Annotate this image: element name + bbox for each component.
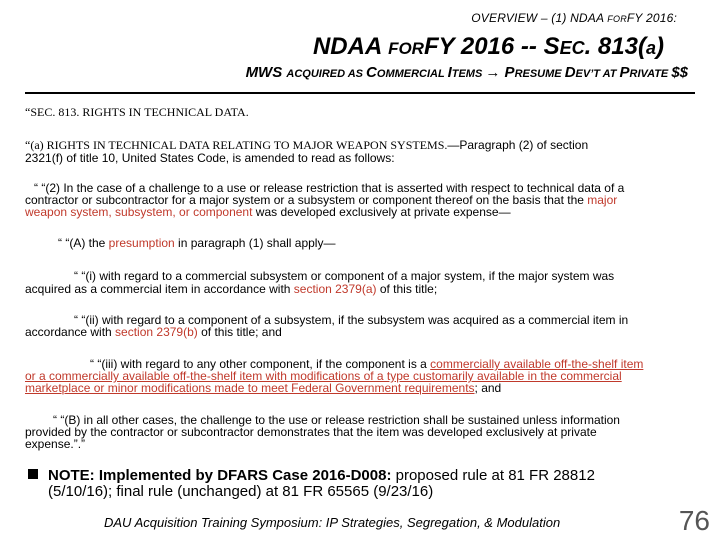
sec-heading: “SEC. 813. RIGHTS IN TECHNICAL DATA. xyxy=(25,105,249,119)
sub-d: D xyxy=(564,64,576,81)
i-line-2-text: acquired as a commercial item in accordance with xyxy=(25,282,294,296)
iii-line-3-red: marketplace or minor modifications made to meet Federal Government requirements xyxy=(25,381,475,395)
page-number: 76 xyxy=(678,505,710,536)
ii-line-1: “ “(ii) with regard to a component of a subsystem, if the subsystem was acquired as a commercial item in xyxy=(74,313,629,327)
note-bold: NOTE: Implemented by DFARS Case 2016-D008: xyxy=(48,467,392,484)
overview-prefix: OVERVIEW – (1) NDAA xyxy=(471,11,608,25)
sub-rivate: RIVATE xyxy=(629,68,672,80)
a-rest-2: 2321(f) of title 10, United States Code, is amended to read as follows: xyxy=(25,151,395,165)
title-part-a-letter: a xyxy=(645,38,656,58)
i-line-2 xyxy=(25,283,437,295)
sub-ev: EV’T AT xyxy=(575,68,620,80)
a-rest-1: —Paragraph (2) of section xyxy=(447,138,589,152)
ii-line-2-text: accordance with xyxy=(25,325,116,339)
p2-line-3-text: was developed exclusively at private expense— xyxy=(252,205,511,219)
sub-ommercial: OMMERCIAL xyxy=(376,68,448,80)
slide-title xyxy=(313,33,664,61)
A-red: presumption xyxy=(108,236,175,250)
sub-i: I xyxy=(447,64,452,81)
iii-line-3 xyxy=(25,382,501,394)
overview-for: FOR xyxy=(607,14,627,24)
sub-mws: MWS xyxy=(245,64,287,81)
ii-line-2-post: of this title; and xyxy=(197,325,282,339)
p2-line-3 xyxy=(25,206,511,218)
sub-acquired: ACQUIRED AS xyxy=(286,68,367,80)
title-paren-open: ( xyxy=(637,33,646,60)
B-line-1: “ “(B) in all other cases, the challenge to the use or release restriction shall be sustained unless information xyxy=(53,413,620,427)
sub-c: C xyxy=(366,64,377,81)
overview-suffix: FY 2016: xyxy=(626,11,677,25)
arrow-icon: → xyxy=(485,64,501,81)
title-part-b: FY 2016 -- S xyxy=(423,33,560,60)
ii-line-2-red: section 2379(b) xyxy=(115,325,198,339)
i-line-2-post: of this title; xyxy=(376,282,438,296)
p2-line-1: “ “(2) In the case of a challenge to a use or release restriction that is asserted with respect to technical data of a xyxy=(34,181,625,195)
sub-dollars: $$ xyxy=(671,64,688,81)
note-rest-1: proposed rule at 81 FR 28812 xyxy=(391,467,595,484)
A-pre: “ “(A) the xyxy=(58,236,109,250)
p2-line-2-text: contractor or subcontractor for a major system or a subsystem or component thereof on the basis that the xyxy=(25,193,588,207)
A-line xyxy=(58,237,335,249)
title-part-a: NDAA xyxy=(312,33,389,60)
B-line-3: expense.”.” xyxy=(25,437,86,451)
title-part-c: . 813 xyxy=(584,33,638,60)
title-paren-close: ) xyxy=(656,33,664,60)
sub-resume: RESUME xyxy=(514,68,565,80)
iii-line-1-red: commercially available off-the-shelf item xyxy=(430,357,644,371)
implementation-note xyxy=(28,468,595,500)
sub-p: P xyxy=(500,64,515,81)
iii-line-3-post: ; and xyxy=(474,381,502,395)
square-bullet-icon xyxy=(28,469,38,479)
iii-line-2-red: or a commercially available off-the-shelf item with modifications of a type customarily available in the commercial xyxy=(25,369,622,383)
sub-tems: TEMS xyxy=(451,68,486,80)
iii-line-1-text: “ “(iii) with regard to any other component, if the component is a xyxy=(90,357,431,371)
sub-p2: P xyxy=(619,64,630,81)
a-heading-line xyxy=(25,139,588,151)
title-part-for: FOR xyxy=(388,39,424,58)
A-post: in paragraph (1) shall apply— xyxy=(174,236,336,250)
p2-line-2-red: major xyxy=(587,193,618,207)
p2-line-3-red: weapon system, subsystem, or component xyxy=(25,205,253,219)
i-line-1: “ “(i) with regard to a commercial subsystem or component of a major system, if the major system was xyxy=(74,269,615,283)
overview-header xyxy=(471,11,677,25)
ii-line-2 xyxy=(25,326,282,338)
note-rest-2: (5/10/16); final rule (unchanged) at 81 FR 65565 (9/23/16) xyxy=(48,483,434,500)
slide-subtitle xyxy=(246,64,688,81)
a-heading: “(a) RIGHTS IN TECHNICAL DATA RELATING TO MAJOR WEAPON SYSTEMS. xyxy=(25,138,448,152)
title-part-ec: EC xyxy=(559,38,585,58)
header-divider xyxy=(25,92,695,94)
B-line-2: provided by the contractor or subcontractor demonstrates that the item was developed exclusively at private xyxy=(25,425,597,439)
footer-text: DAU Acquisition Training Symposium: IP Strategies, Segregation, & Modulation xyxy=(104,515,561,530)
i-line-2-red: section 2379(a) xyxy=(293,282,377,296)
